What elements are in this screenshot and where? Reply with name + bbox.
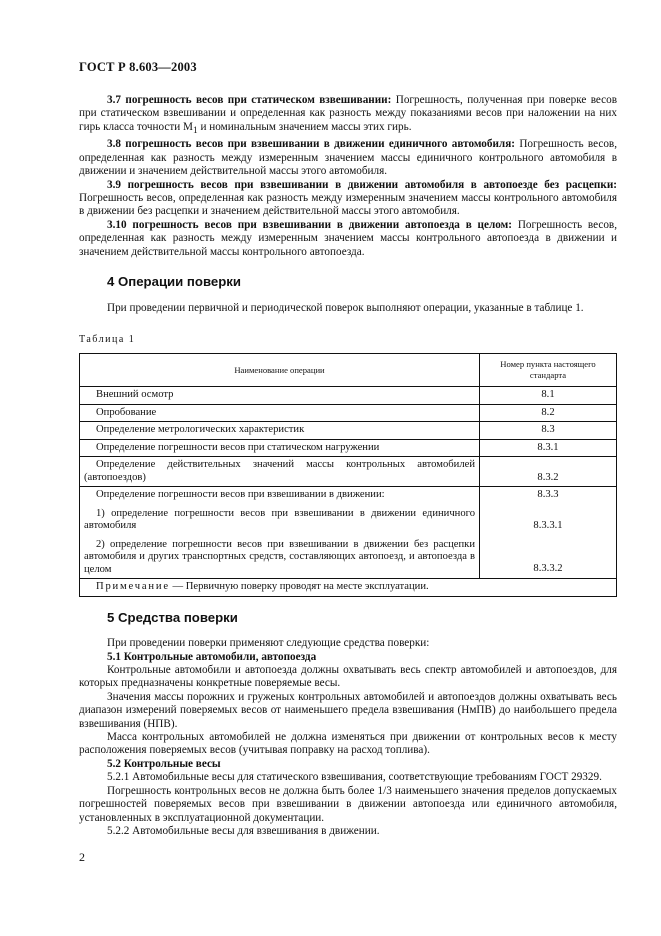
table-row-group: [80, 487, 617, 579]
table-subitem: Определение погрешности весов при взвешивании в движении:: [96, 489, 385, 501]
table-row: [80, 457, 617, 487]
subsection-5-1-title: 5.1 Контрольные автомобили, автопоезда: [107, 650, 317, 663]
table-cell-number: 8.3.3.1: [533, 519, 563, 531]
table-row: [80, 439, 617, 457]
paragraph: 5.2.1 Автомобильные весы для статического взвешивания, соответствующие требованиям ГОСТ 29329.: [107, 771, 602, 784]
paragraph: Значения массы порожних и груженых контрольных автомобилей и автопоездов должны охватывать весь диапазон измерений поверяемых весов от наименьшего предела взвешивания (НмПВ) до наибольшего предела взвешивания (НПВ).: [79, 690, 617, 730]
table-cell-operation: Внешний осмотр: [80, 387, 480, 405]
table-cell-operation: Определение действительных значений массы контрольных автомобилей (автопоездов): [80, 457, 480, 487]
col-number-header: Номер пункта настоящего стандарта: [480, 354, 617, 387]
table-cell-number: 8.2: [480, 404, 617, 422]
definition-3-7: 3.7 погрешность весов при статическом взвешивании: Погрешность, полученная при поверке весов при статическом взвешивании и определенная как разность между показаниями весов при наложении на них гирь класса точности $М_1$ и номинальным значением массы этих гирь.: [79, 94, 618, 137]
definition-3-8: 3.8 погрешность весов при взвешивании в движении единичного автомобиля: Погрешность весов, определенная как разность между измеренным значением массы единичного контрольного автомобиля в движении и значением действительной массы этого автомобиля.: [79, 138, 617, 178]
table-row: [80, 404, 617, 422]
table-subitem: 1) определение погрешности весов при взвешивании в движении единичного автомобиля: [84, 507, 475, 532]
table-subitem: 2) определение погрешности весов при взвешивании в движении без расцепки автомобиля и других транспортных средств, составляющих автопоезд, и автопоезда в целом: [84, 538, 475, 575]
table-cell-number-group: [480, 487, 617, 579]
document-header: ГОСТ Р 8.603—2003: [79, 60, 197, 74]
table-cell-number: 8.3.3.2: [533, 563, 563, 575]
page-content: [79, 94, 617, 838]
table-cell-operation-group: [80, 487, 480, 579]
note-label: Примечание: [96, 581, 170, 593]
table-note: [80, 579, 617, 597]
section-4-heading: 4 Операции поверки: [107, 274, 241, 290]
table-cell-number: 8.3.1: [480, 439, 617, 457]
definition-3-9: 3.9 погрешность весов при взвешивании в движении автомобиля в автопоезде без расцепки: Погрешность весов, определенная как разность между измеренным значением массы контрольного автомобиля в движении без расцепки и значением действительной массы этого автомобиля.: [79, 178, 617, 218]
table-row: [80, 422, 617, 440]
table-cell-operation: Определение погрешности весов при статическом нагружении: [80, 439, 480, 457]
table-row: [80, 387, 617, 405]
note-text: — Первичную поверку проводят на месте эксплуатации.: [169, 581, 429, 593]
section-4-intro: При проведении первичной и периодической поверок выполняют операции, указанные в таблице 1.: [107, 301, 584, 314]
table-cell-operation: Определение метрологических характеристик: [80, 422, 480, 440]
table-cell-number: 8.1: [480, 387, 617, 405]
table-caption: Таблица 1: [79, 333, 136, 345]
paragraph: 5.2.2 Автомобильные весы для взвешивания в движении.: [107, 824, 380, 837]
table-cell-number: 8.3.3: [537, 489, 559, 501]
paragraph: Контрольные автомобили и автопоезда должны охватывать весь спектр автомобилей и автопоездов, для которых предназначены конкретные поверяемые весы.: [79, 664, 617, 690]
col-operation-header: Наименование операции: [80, 354, 480, 387]
section-5-intro: При проведении поверки применяют следующие средства поверки:: [107, 637, 430, 650]
section-5-heading: 5 Средства поверки: [107, 609, 238, 625]
paragraph: Погрешность контрольных весов не должна быть более 1/3 наименьшего значения пределов допускаемых погрешностей поверяемых весов при взвешивании в движении автопоезда или единичного автомобиля, установленных в эксплуатационной документации.: [79, 784, 617, 824]
definition-3-10: 3.10 погрешность весов при взвешивании в движении автопоезда в целом: Погрешность весов, определенная как разность между измеренным значением массы контрольного автопоезда в движении и значением действительной массы контрольного автопоезда.: [79, 218, 617, 258]
paragraph: Масса контрольных автомобилей не должна изменяться при движении от контрольных весов к месту расположения поверяемых весов (учитывая поправку на расход топлива).: [79, 731, 617, 757]
table-cell-number: 8.3: [480, 422, 617, 440]
table-cell-operation: Опробование: [80, 404, 480, 422]
page-number: 2: [79, 850, 85, 864]
table-header-row: [80, 354, 617, 387]
table-note-row: [80, 579, 617, 597]
subsection-5-2-title: 5.2 Контрольные весы: [107, 757, 221, 770]
operations-table: [79, 353, 617, 597]
table-cell-number: 8.3.2: [480, 457, 617, 487]
